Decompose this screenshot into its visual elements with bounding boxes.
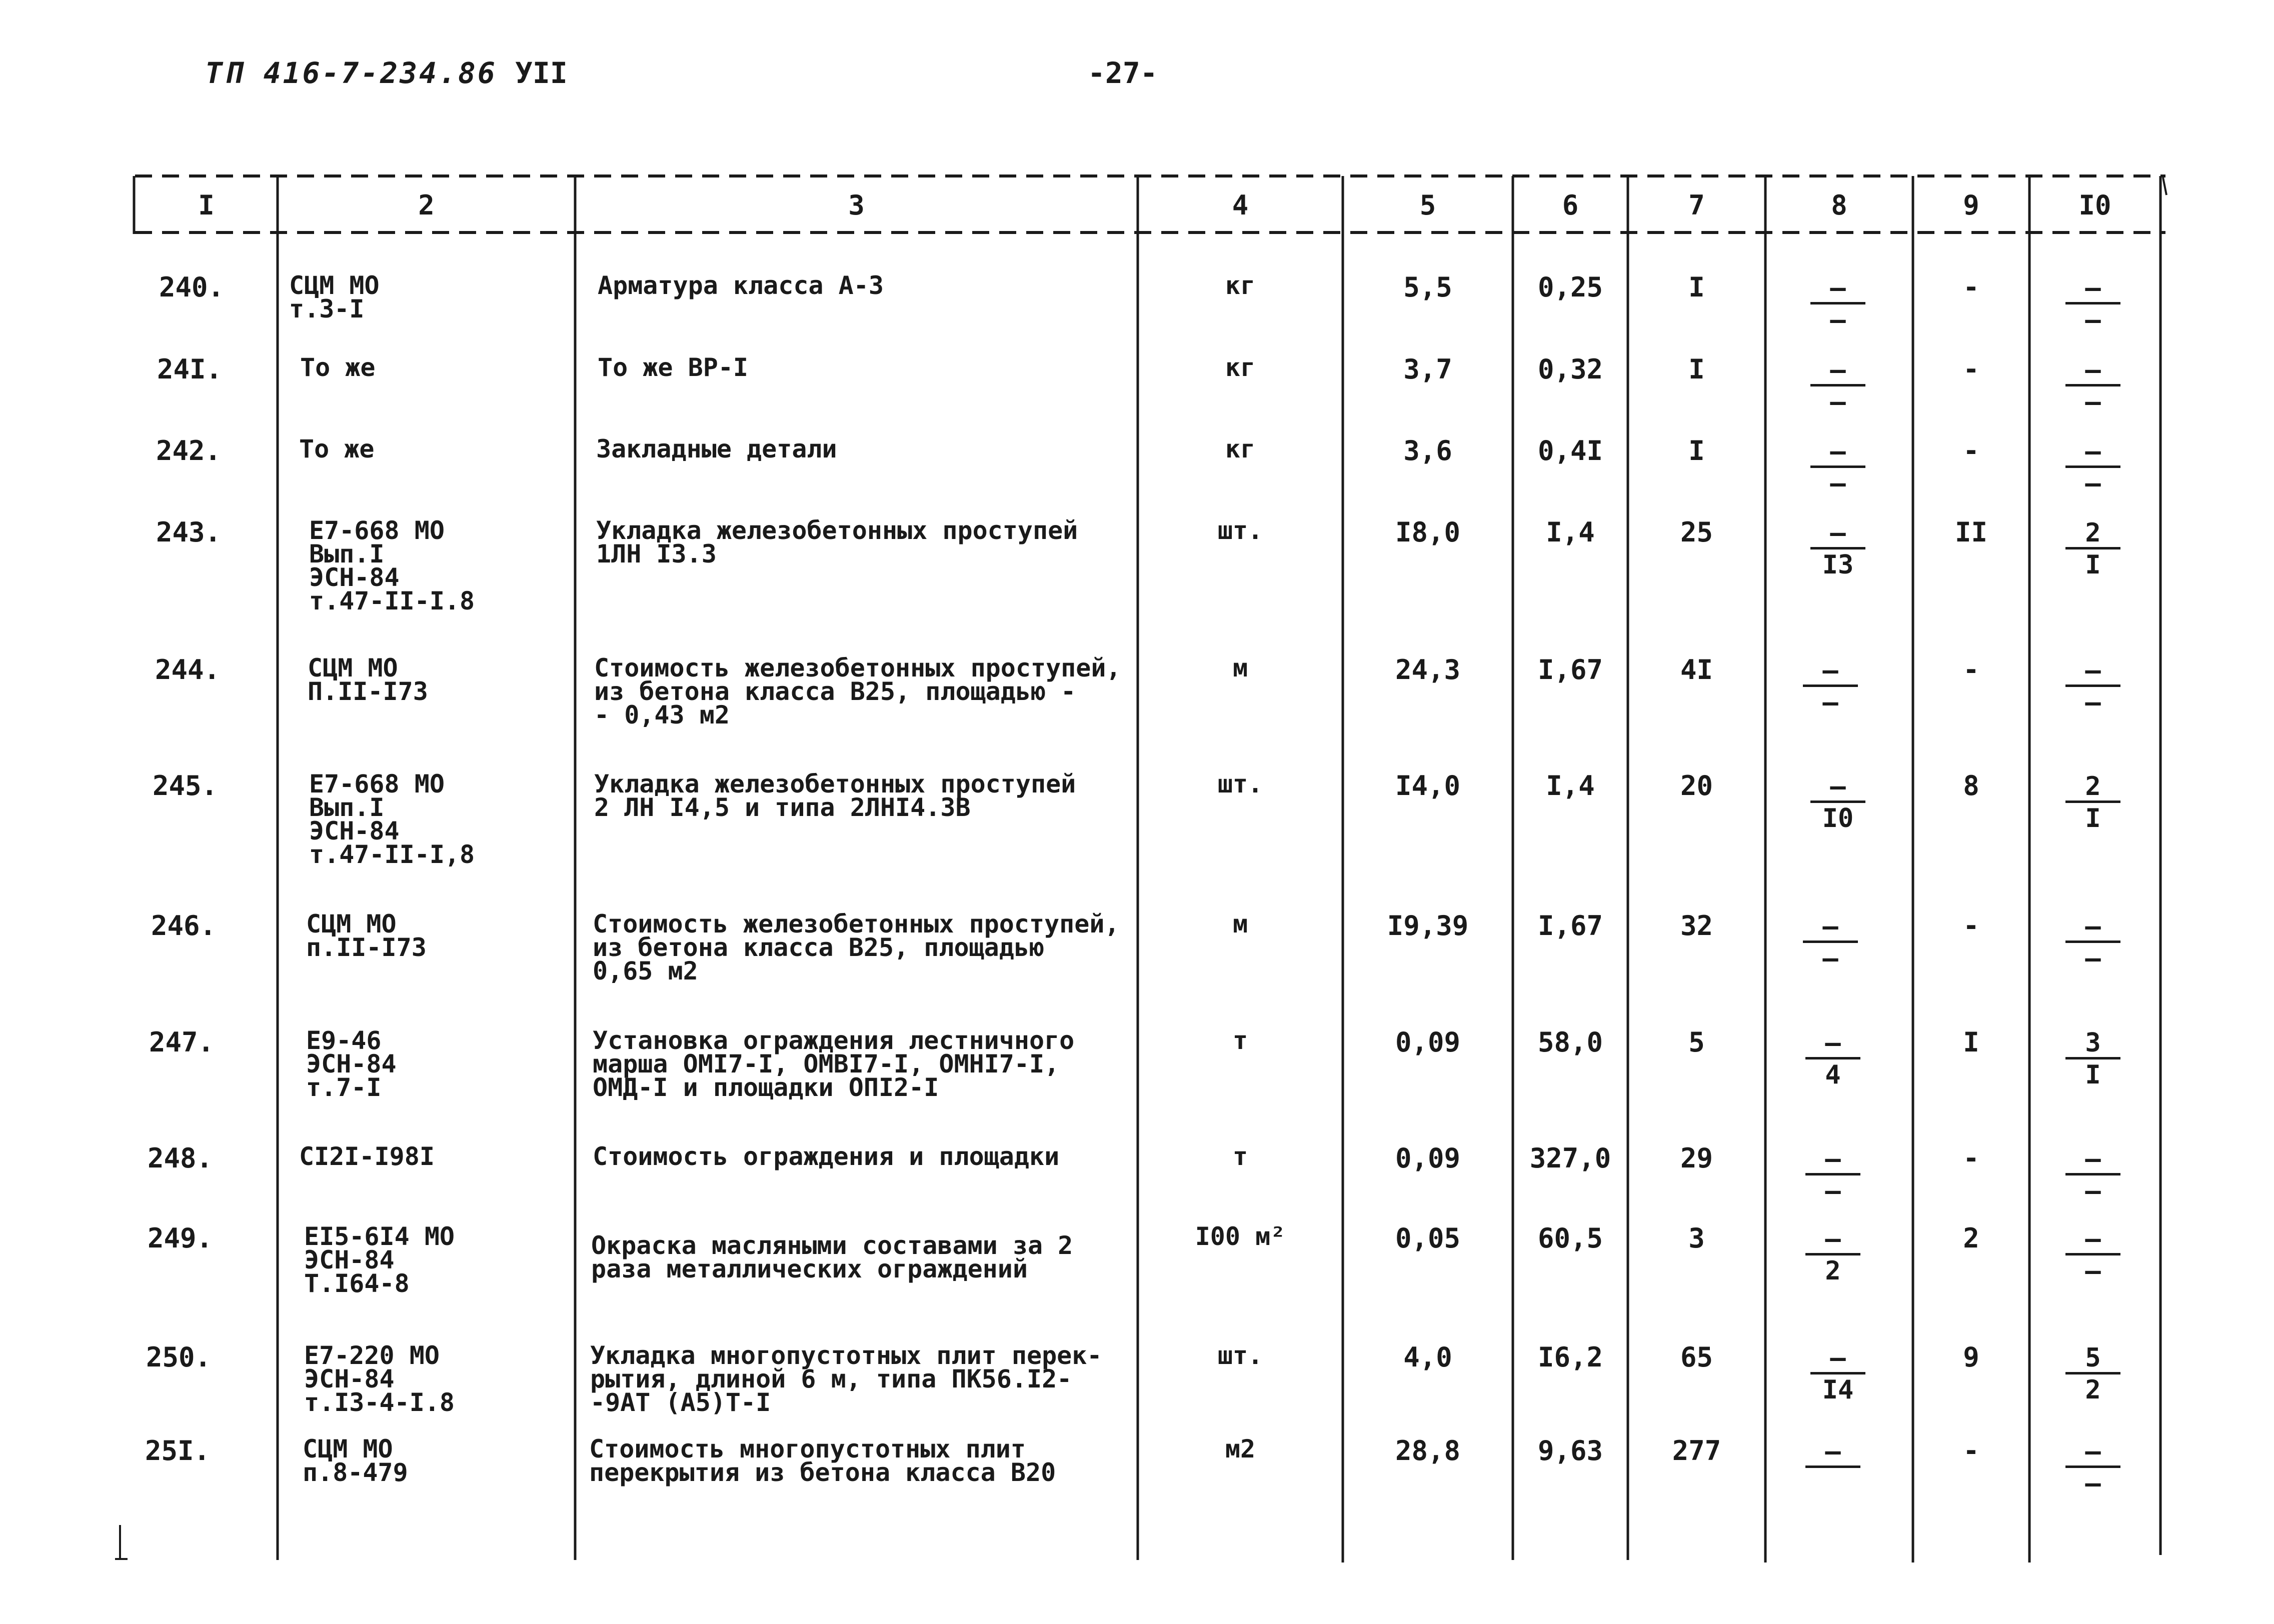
work-description: Укладка многопустотных плит перек- рытия, длиной 6 м, типа ПК56.I2- -9АТ (А5)Т-I — [590, 1341, 1102, 1417]
work-description: Укладка железобетонных проступей 1ЛН I3.3 — [596, 516, 1078, 568]
column-8-fraction: – 4 — [1805, 1029, 1860, 1090]
work-description: Стоимость железобетонных проступей, из бетона класса В25, площадью - - 0,43 м2 — [594, 654, 1121, 730]
column-9-value: II — [1954, 516, 1988, 548]
unit: м2 — [1225, 1434, 1256, 1464]
column-9-value: - — [1963, 435, 1979, 466]
column-5-value: I4,0 — [1395, 770, 1461, 802]
column-header-6: 6 — [1562, 189, 1579, 221]
column-7-value: 20 — [1680, 770, 1713, 802]
column-5-value: I8,0 — [1395, 516, 1461, 548]
row-number: 243. — [156, 516, 222, 548]
column-10-fraction: – – — [2065, 1438, 2120, 1498]
column-8-fraction: – – — [1810, 274, 1865, 334]
unit: м — [1232, 910, 1248, 938]
column-5-value: 4,0 — [1403, 1342, 1452, 1373]
column-header-8: 8 — [1831, 189, 1847, 221]
source-reference: СЦМ МО п.8-479 — [303, 1434, 408, 1487]
table-header-row — [0, 178, 2274, 232]
column-9-value: - — [1963, 354, 1979, 385]
column-5-value: 0,09 — [1395, 1026, 1461, 1058]
column-6-value: 327,0 — [1529, 1142, 1611, 1174]
column-10-fraction: – – — [2065, 1225, 2120, 1286]
unit: кг — [1225, 271, 1256, 300]
column-10-fraction: 2 I — [2065, 772, 2120, 833]
row-number: 24I. — [157, 354, 223, 385]
unit: кг — [1225, 353, 1256, 382]
source-reference: Е9-46 ЭСН-84 т.7-I — [306, 1026, 397, 1102]
column-6-value: I,67 — [1537, 654, 1603, 686]
source-reference: СЦМ МО т.3-I — [289, 271, 380, 324]
source-reference: СЦМ МО П.II-I73 — [308, 654, 428, 706]
column-7-value: I — [1688, 354, 1705, 385]
unit: кг — [1225, 434, 1256, 464]
column-10-fraction: – – — [2065, 274, 2120, 334]
column-9-value: 9 — [1963, 1342, 1979, 1373]
column-6-value: 0,25 — [1537, 272, 1603, 303]
work-description: Стоимость железобетонных проступей, из бетона класса В25, площадью 0,65 м2 — [593, 910, 1120, 986]
source-reference: Е7-668 МО Вып.I ЭСН-84 т.47-II-I,8 — [309, 770, 475, 869]
column-5-value: 0,05 — [1395, 1222, 1461, 1254]
column-5-value: 24,3 — [1395, 654, 1461, 686]
column-8-fraction: – I0 — [1810, 772, 1865, 833]
row-number: 242. — [156, 435, 222, 466]
column-9-value: - — [1963, 272, 1979, 303]
column-10-fraction: 2 I — [2065, 519, 2120, 580]
column-7-value: 3 — [1688, 1222, 1705, 1254]
column-7-value: 29 — [1680, 1142, 1713, 1174]
column-header-3: 3 — [848, 189, 865, 221]
work-description: Установка ограждения лестничного марша ОМI7-I, ОМВI7-I, ОМНI7-I, ОМД-I и площадки ОПI2-I — [593, 1026, 1075, 1102]
column-7-value: 32 — [1680, 910, 1713, 942]
column-7-value: I — [1688, 272, 1705, 303]
column-10-fraction: – – — [2065, 438, 2120, 498]
column-8-fraction: – – — [1803, 656, 1858, 717]
column-9-value: - — [1963, 654, 1979, 686]
column-5-value: 3,6 — [1403, 435, 1452, 466]
column-9-value: - — [1963, 1142, 1979, 1174]
source-reference: Е7-220 МО ЭСН-84 т.I3-4-I.8 — [304, 1341, 455, 1417]
unit: т — [1232, 1026, 1248, 1055]
column-header-1: I — [198, 189, 215, 221]
column-10-fraction: – – — [2065, 356, 2120, 416]
unit: шт. — [1217, 516, 1263, 545]
document-section: УII — [515, 56, 568, 90]
row-number: 25I. — [145, 1435, 211, 1466]
column-6-value: 60,5 — [1537, 1222, 1603, 1254]
column-5-value: I9,39 — [1387, 910, 1469, 942]
column-7-value: 5 — [1688, 1026, 1705, 1058]
work-description: Укладка железобетонных проступей 2 ЛН I4,5 и типа 2ЛНI4.3В — [594, 770, 1076, 822]
column-9-value: I — [1963, 1026, 1979, 1058]
column-8-fraction: – – — [1803, 912, 1858, 973]
column-5-value: 0,09 — [1395, 1142, 1461, 1174]
column-8-fraction: – – — [1805, 1145, 1860, 1206]
work-description: Окраска масляными составами за 2 раза металлических ограждений — [591, 1231, 1073, 1284]
column-10-fraction: 3 I — [2065, 1029, 2120, 1090]
column-6-value: 0,4I — [1537, 435, 1603, 466]
column-10-fraction: 5 2 — [2065, 1344, 2120, 1404]
column-10-fraction: – – — [2065, 912, 2120, 973]
page-header — [0, 56, 2274, 101]
row-number: 246. — [151, 910, 217, 942]
work-description: Стоимость многопустотных плит перекрытия из бетона класса В20 — [589, 1434, 1056, 1487]
source-reference: То же — [299, 434, 375, 464]
source-reference: СЦМ МО п.II-I73 — [306, 910, 427, 962]
column-6-value: 0,32 — [1537, 354, 1603, 385]
row-number: 240. — [159, 272, 225, 303]
source-reference: ЕI5-6I4 МО ЭСН-84 Т.I64-8 — [304, 1222, 455, 1298]
unit: м — [1232, 654, 1248, 682]
column-7-value: I — [1688, 435, 1705, 466]
column-6-value: I,4 — [1546, 516, 1595, 548]
column-8-fraction: – I3 — [1810, 519, 1865, 580]
column-7-value: 25 — [1680, 516, 1713, 548]
row-number: 250. — [146, 1342, 212, 1373]
column-5-value: 3,7 — [1403, 354, 1452, 385]
column-10-fraction: – – — [2065, 1145, 2120, 1206]
column-6-value: 58,0 — [1537, 1026, 1603, 1058]
source-reference: Е7-668 МО Вып.I ЭСН-84 т.47-II-I.8 — [309, 516, 475, 616]
column-8-fraction: – I4 — [1810, 1344, 1865, 1404]
row-number: 244. — [155, 654, 221, 686]
document-code: ТП 416-7-234.86 — [205, 56, 497, 90]
page-number: -27- — [1088, 56, 1158, 90]
source-reference: То же — [300, 353, 376, 382]
column-8-fraction: – — [1805, 1438, 1860, 1498]
column-8-fraction: – – — [1810, 438, 1865, 498]
column-6-value: I,67 — [1537, 910, 1603, 942]
column-7-value: 277 — [1672, 1435, 1721, 1466]
unit: шт. — [1217, 1341, 1263, 1370]
column-7-value: 4I — [1680, 654, 1713, 686]
column-5-value: 28,8 — [1395, 1435, 1461, 1466]
column-header-4: 4 — [1232, 189, 1249, 221]
column-9-value: 8 — [1963, 770, 1979, 802]
column-7-value: 65 — [1680, 1342, 1713, 1373]
column-8-fraction: – – — [1810, 356, 1865, 416]
source-reference: СI2I-I98I — [299, 1142, 435, 1171]
work-description: Закладные детали — [596, 434, 837, 464]
work-description: Арматура класса А-3 — [598, 271, 884, 300]
column-6-value: I,4 — [1546, 770, 1595, 802]
row-number: 248. — [148, 1142, 213, 1174]
column-header-5: 5 — [1419, 189, 1436, 221]
column-5-value: 5,5 — [1403, 272, 1452, 303]
column-9-value: - — [1963, 910, 1979, 942]
column-header-7: 7 — [1688, 189, 1705, 221]
unit: т — [1232, 1142, 1248, 1171]
column-6-value: 9,63 — [1537, 1435, 1603, 1466]
column-header-9: 9 — [1963, 189, 1979, 221]
work-description: Стоимость ограждения и площадки — [593, 1142, 1060, 1171]
row-number: 245. — [153, 770, 218, 802]
column-header-10: I0 — [2078, 189, 2111, 221]
unit: шт. — [1217, 770, 1263, 798]
column-8-fraction: – 2 — [1805, 1225, 1860, 1286]
unit: I00 м² — [1195, 1222, 1286, 1251]
column-6-value: I6,2 — [1537, 1342, 1603, 1373]
work-description: То же ВР-I — [598, 353, 749, 382]
column-10-fraction: – – — [2065, 656, 2120, 717]
column-9-value: - — [1963, 1435, 1979, 1466]
row-number: 249. — [148, 1222, 213, 1254]
column-header-2: 2 — [418, 189, 435, 221]
column-9-value: 2 — [1963, 1222, 1979, 1254]
row-number: 247. — [149, 1026, 215, 1058]
